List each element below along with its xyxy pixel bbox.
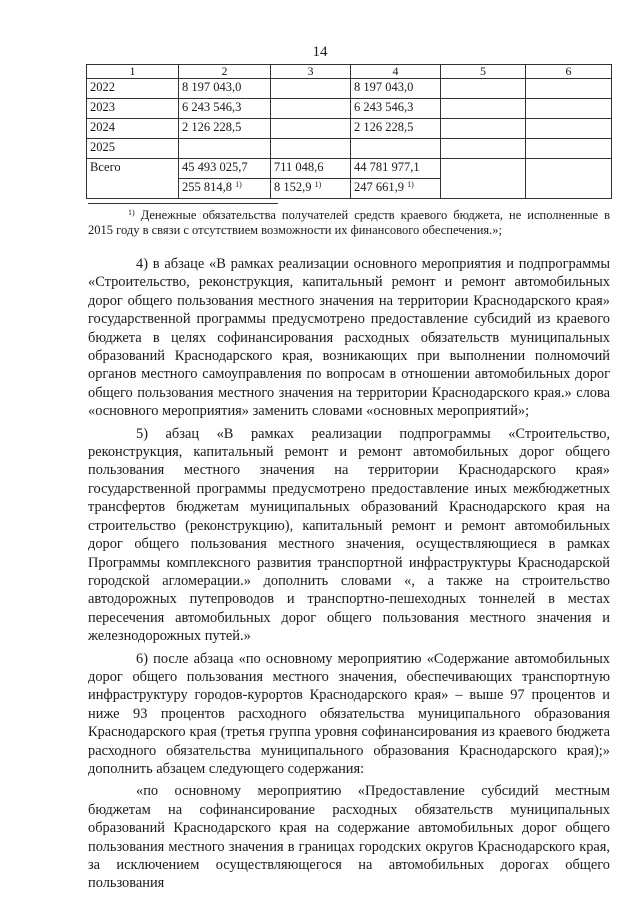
table-cell: [526, 139, 612, 159]
table-cell: 2023: [87, 99, 179, 119]
table-row-total: [87, 159, 612, 179]
table-cell: [441, 139, 526, 159]
table-header: 3: [271, 65, 351, 79]
table-cell: 44 781 977,1: [351, 159, 441, 179]
table-row: [87, 139, 612, 159]
footnote-paragraph: [88, 208, 610, 238]
page-number: 14: [312, 44, 328, 60]
paragraph: 4) в абзаце «В рамках реализации основного мероприятия и подпрограммы «Строительство, реконструкция, капитальный ремонт и ремонт автомобильных дорог общего пользования местного значения на территории Краснодарского края» государственной программы предусмотрено предоставление субсидий из краевого бюджета в целях софинансирования расходных обязательств муниципальных образований Краснодарского края, возникающих при выполнении полномочий органов местного самоуправления по вопросам в отношении автомобильных дорог общего пользования местного значения на территории Краснодарского края.» слова «основного мероприятия» заменить словами «основных мероприятий»;: [88, 256, 610, 420]
table-cell: 2 126 228,5: [179, 119, 271, 139]
table-cell: 2 126 228,5: [351, 119, 441, 139]
table-header: 5: [441, 65, 526, 79]
table-cell: [271, 79, 351, 99]
table-cell: [351, 179, 441, 199]
table-header: 4: [351, 65, 441, 79]
table-cell: [351, 139, 441, 159]
financing-table: [86, 64, 612, 199]
footnote-ref: 1): [314, 180, 322, 189]
footnote-ref: 1): [235, 180, 242, 189]
table-cell: [271, 139, 351, 159]
table-cell: [271, 179, 351, 199]
table-cell: 6 243 546,3: [351, 99, 441, 119]
table-cell: 8 197 043,0: [179, 79, 271, 99]
table-cell: [526, 79, 612, 99]
table-cell: [441, 119, 526, 139]
table-cell: Всего: [87, 159, 179, 199]
table-cell: [441, 99, 526, 119]
table-row: [87, 79, 612, 99]
document-body: [88, 255, 610, 897]
table-cell: 2022: [87, 79, 179, 99]
table-header: 1: [87, 65, 179, 79]
table-header-row: [87, 65, 612, 79]
table-row: [87, 99, 612, 119]
table-cell: 711 048,6: [271, 159, 351, 179]
paragraph: 5) абзац «В рамках реализации подпрограммы «Строительство, реконструкция, капитальный ремонт и ремонт автомобильных дорог общего пользования местного значения на территории Краснодарского края» государственной программы предусмотрено предоставление иных межбюджетных трансфертов бюджетам муниципальных образований Краснодарского края на строительство (реконструкцию), капитальный ремонт и ремонт автомобильных дорог общего пользования местного значения, осуществляющиеся в рамках Программы комплексного развития транспортной инфраструктуры Краснодарской городской агломерации.» дополнить словами «, а также на строительство автодорожных путепроводов и транспортно-пешеходных тоннелей в местах пересечения автомобильных дорог общего пользования местного значения и железнодорожных путей.»: [88, 425, 610, 645]
footnote-ref: 1): [407, 180, 414, 189]
paragraph: 6) после абзаца «по основному мероприятию «Содержание автомобильных дорог общего пользования местного значения, обеспечивающих транспортную инфраструктуру городов-курортов Краснодарского края» – выше 97 процентов и ниже 93 процентов расходного обязательства муниципального образования Краснодарского края (третья группа уровня софинансирования из краевого бюджета расходного обязательства муниципального образования Краснодарского края);» дополнить абзацем следующего содержания:: [88, 650, 610, 777]
table-cell: 45 493 025,7: [179, 159, 271, 179]
table-cell: [526, 159, 612, 199]
table-cell: [526, 119, 612, 139]
table-cell: 6 243 546,3: [179, 99, 271, 119]
table-cell: [271, 119, 351, 139]
table-header: 6: [526, 65, 612, 79]
cell-value: 247 661,9: [354, 180, 404, 194]
cell-value: 8 152,9: [274, 180, 312, 194]
table-cell: [271, 99, 351, 119]
table-cell: 2024: [87, 119, 179, 139]
table-cell: [441, 159, 526, 199]
cell-value: 255 814,8: [182, 180, 232, 194]
table-cell: 2025: [87, 139, 179, 159]
footnote: [88, 208, 610, 238]
footnote-divider: [88, 203, 278, 204]
table-cell: [179, 139, 271, 159]
table-cell: 8 197 043,0: [351, 79, 441, 99]
table-cell: [179, 179, 271, 199]
footnote-text: Денежные обязательства получателей средств краевого бюджета, не исполненные в 2015 году в связи с отсутствием возможности их финансового обеспечения.»;: [88, 208, 610, 237]
table-cell: [526, 99, 612, 119]
table-row: [87, 119, 612, 139]
table-cell: [441, 79, 526, 99]
table-header: 2: [179, 65, 271, 79]
footnote-mark: 1): [128, 208, 135, 217]
paragraph: «по основному мероприятию «Предоставление субсидий местным бюджетам на софинансирование расходных обязательств муниципальных образований Краснодарского края на содержание автомобильных дорог общего пользования местного значения в границах городских округов Краснодарского края, за исключением осуществляющегося на автомобильных дорогах общего пользования: [88, 783, 610, 892]
